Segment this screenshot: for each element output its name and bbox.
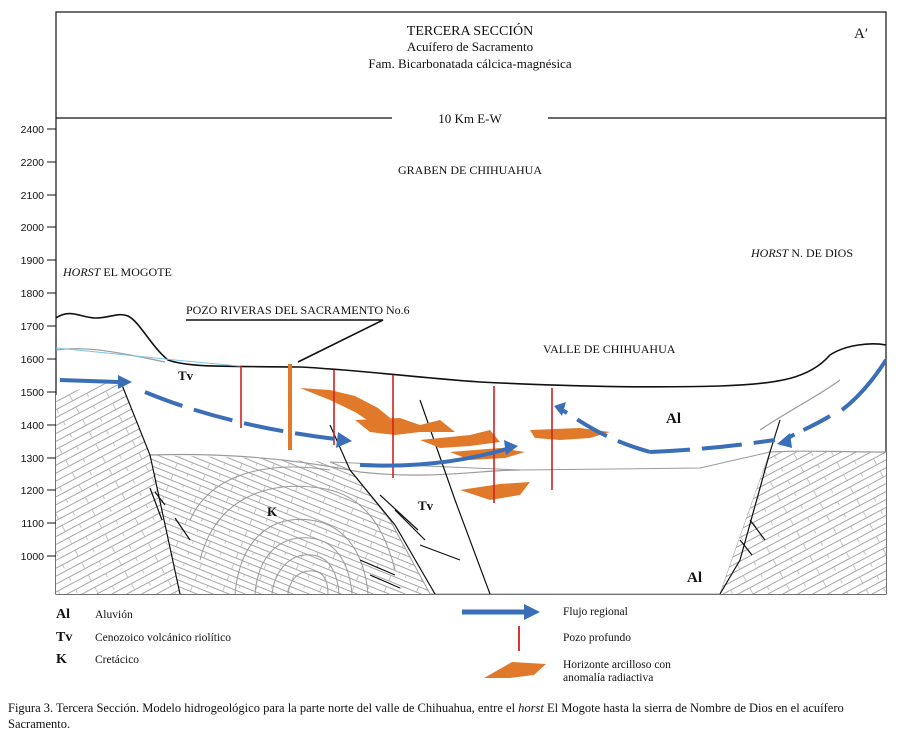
flow-arrow xyxy=(785,416,830,440)
y-tick: 1300 xyxy=(20,453,44,465)
horst-left-label xyxy=(62,265,172,279)
flow-arrow xyxy=(60,380,118,382)
legend-symbol-tv: Tv xyxy=(56,630,73,645)
y-tick: 1100 xyxy=(21,518,44,530)
horst-right-label xyxy=(750,246,853,260)
scale-label: 10 Km E-W xyxy=(438,111,502,126)
clay-horizon xyxy=(355,418,455,435)
horst-right-prefix: HORST xyxy=(751,246,789,260)
legend-text-clay-line-2: anomalía radiactiva xyxy=(563,672,654,684)
legend-clay-swatch xyxy=(484,662,546,678)
section-title: TERCERA SECCIÓN xyxy=(406,24,534,39)
horst-right-name: N. DE DIOS xyxy=(788,246,854,260)
legend-left xyxy=(56,607,231,667)
y-tick: 2000 xyxy=(20,222,44,234)
al-label: Al xyxy=(666,411,681,427)
corner-label: A′ xyxy=(854,26,869,42)
water-table xyxy=(56,348,240,366)
legend-text-tv: Cenozoico volcánico riolítico xyxy=(95,632,232,644)
y-tick: 1500 xyxy=(20,387,44,399)
caption-italic: horst xyxy=(518,701,544,715)
legend-symbol-k: K xyxy=(56,652,67,667)
y-axis-tick-marks xyxy=(47,129,56,556)
tv-label: Tv xyxy=(178,368,194,383)
y-tick: 2200 xyxy=(20,157,44,169)
legend-flow-arrowhead xyxy=(524,604,540,620)
legend-text-k: Cretácico xyxy=(95,654,140,666)
y-axis-ticks xyxy=(21,124,45,563)
legend-text-well: Pozo profundo xyxy=(563,632,632,644)
y-tick: 1700 xyxy=(20,321,44,333)
y-tick: 1400 xyxy=(20,420,44,432)
legend-right xyxy=(462,604,674,684)
y-tick: 1000 xyxy=(20,551,44,563)
caption-prefix: Figura 3. Tercera Sección. Modelo hidrogeológico para la parte norte del valle de Chihuahua, entre el xyxy=(8,701,519,715)
horst-left-name: EL MOGOTE xyxy=(100,265,172,279)
y-tick: 1600 xyxy=(20,354,44,366)
legend-text-clay xyxy=(563,659,674,684)
legend-symbol-al: Al xyxy=(56,607,70,622)
flow-arrow xyxy=(650,440,775,452)
graben-label: GRABEN DE CHIHUAHUA xyxy=(398,163,542,177)
pozo-label: POZO RIVERAS DEL SACRAMENTO No.6 xyxy=(186,303,410,317)
tv-label: Tv xyxy=(418,498,434,513)
y-tick: 2400 xyxy=(20,124,44,136)
figure-caption xyxy=(8,700,903,732)
al-label: Al xyxy=(687,570,702,586)
legend-text-flow: Flujo regional xyxy=(563,606,628,618)
y-tick: 2100 xyxy=(20,190,44,202)
legend-text-clay-line: Horizonte arcilloso con xyxy=(563,659,671,671)
pozo-leader xyxy=(186,320,383,362)
valle-label: VALLE DE CHIHUAHUA xyxy=(543,342,676,356)
flow-arrow xyxy=(842,360,886,410)
caption-suffix: El Mogote hasta la sierra de Nombre de Dios en el acuífero Sacramento. xyxy=(8,701,844,731)
y-tick: 1800 xyxy=(20,288,44,300)
flow-arrow xyxy=(145,392,345,440)
y-tick: 1900 xyxy=(20,255,44,267)
k-label: K xyxy=(267,504,278,519)
section-subtitle-family: Fam. Bicarbonatada cálcica-magnésica xyxy=(368,56,572,71)
horst-left-prefix: HORST xyxy=(63,265,101,279)
legend-text-aluvion: Aluvión xyxy=(95,609,133,621)
section-subtitle-aquifer: Acuífero de Sacramento xyxy=(406,39,534,54)
y-tick: 1200 xyxy=(20,485,44,497)
